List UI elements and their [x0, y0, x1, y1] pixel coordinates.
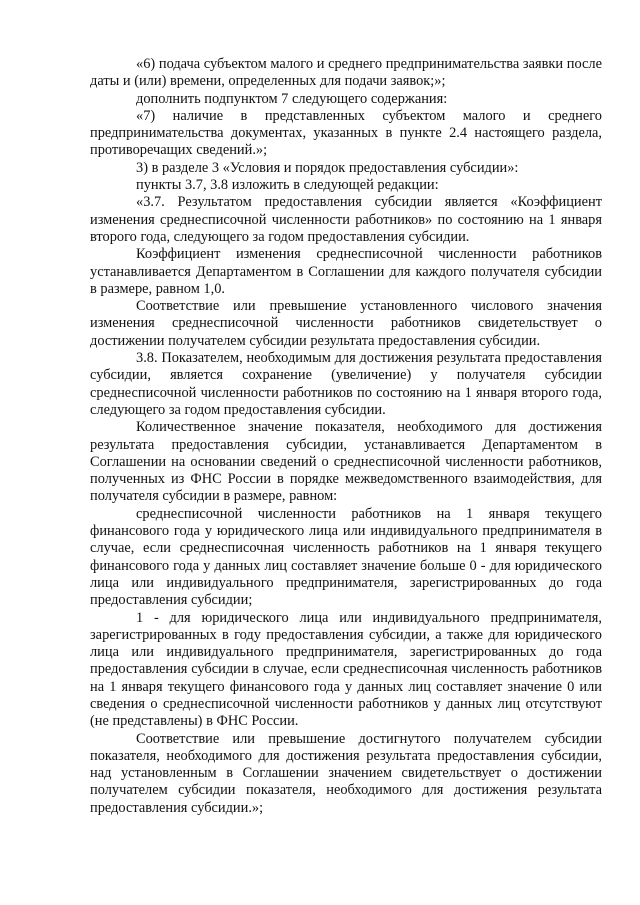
paragraph-3-7: «3.7. Результатом предоставления субсидии является «Коэффициент изменения среднесписочной численности работников» по состоянию на 1 января второго года, следующего за годом предоставления субсидии. — [90, 194, 602, 245]
paragraph-points-intro: пункты 3.7, 3.8 изложить в следующей редакции: — [136, 177, 439, 194]
paragraph-section-3: 3) в разделе 3 «Условия и порядок предоставления субсидии»: — [136, 159, 519, 176]
paragraph-3-8: 3.8. Показателем, необходимым для достижения результата предоставления субсидии, является сохранение (увеличение) у получателя субсидии среднесписочной численности работников по состоянию на 1 января второго года, следующего за годом предоставления субсидии. — [90, 350, 602, 418]
paragraph-item-6: «6) подача субъектом малого и среднего предпринимательства заявки после даты и (или) времени, определенных для подачи заявок;»; — [90, 56, 602, 90]
paragraph-quantitative-value: Количественное значение показателя, необходимого для достижения результата предоставления субсидии, устанавливается Департаментом в Соглашении на основании сведений о среднесписочной численности работников, полученных из ФНС России в порядке межведомственного взаимодействия, для получателя субсидии в размере, равном: — [90, 419, 602, 505]
document-page — [90, 56, 602, 817]
paragraph-compliance-result: Соответствие или превышение установленного числового значения изменения среднесписочной численности работников свидетельствует о достижении получателем субсидии результата предоставления субсидии. — [90, 298, 602, 349]
paragraph-average-headcount: среднесписочной численности работников на 1 января текущего финансового года у юридического лица или индивидуального предпринимателя в случае, если среднесписочная численность работников на 1 января текущего финансового года у данных лиц составляет значение больше 0 - для юридического лица или индивидуального предпринимателя, зарегистрированных до года предоставления субсидии; — [90, 505, 602, 609]
paragraph-item-7: «7) наличие в представленных субъектом малого и среднего предпринимательства документах, указанных в пункте 2.4 настоящего раздела, противоречащих сведений.»; — [90, 107, 602, 159]
paragraph-coefficient: Коэффициент изменения среднесписочной численности работников устанавливается Департаментом в Соглашении для каждого получателя субсидии в размере, равном 1,0. — [90, 246, 602, 297]
paragraph-value-one: 1 - для юридического лица или индивидуального предпринимателя, зарегистрированных в году предоставления субсидии, а также для юридического лица или индивидуального предпринимателя, зарегистрированных до года предоставления субсидии в случае, если среднесписочная численность работников на 1 января текущего финансового года у данных лиц составляет значение 0 или сведения о среднесписочной численности работников у данных лиц отсутствуют (не представлены) в ФНС России. — [90, 609, 602, 730]
paragraph-compliance-indicator: Соответствие или превышение достигнутого получателем субсидии показателя, необходимого для достижения результата предоставления субсидии, над установленным в Соглашении значением свидетельствует о достижении получателем субсидии показателя, необходимого для достижения результата предоставления субсидии.»; — [90, 730, 602, 816]
paragraph-add-subitem-7: дополнить подпунктом 7 следующего содержания: — [136, 90, 448, 107]
